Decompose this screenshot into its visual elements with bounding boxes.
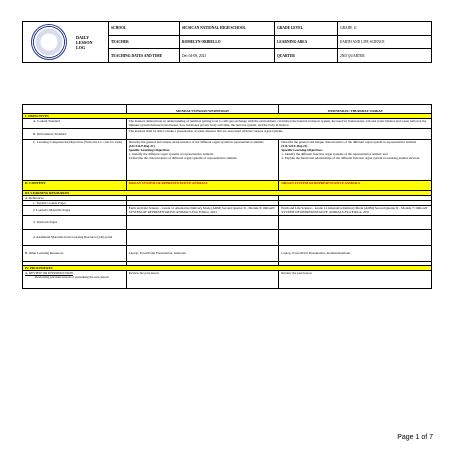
performance-standard-label: B. Performance Standard bbox=[23, 128, 127, 139]
review-label: A. REVIEW OR INTRODUCTION bbox=[25, 270, 73, 275]
comp1-obj-label: Specific Learning Objectives: bbox=[128, 148, 171, 153]
content-standard-label: A. Content Standard bbox=[23, 119, 127, 128]
additional-materials-label: 4. Additional Materials from Learning Resource (LR) portal bbox=[23, 229, 127, 245]
review-col2: Review the past lesson bbox=[279, 270, 432, 288]
col-header-1: MONDAY/TUESDAY/WEDNESDAY bbox=[126, 105, 279, 114]
tg-label: 1. Teacher's Guide Pages bbox=[23, 201, 127, 206]
col-header-2: WEDNESDAY/ THURSDAY/ FRIDAY bbox=[279, 105, 432, 114]
review-label-cell bbox=[23, 270, 127, 288]
competencies-col1 bbox=[126, 139, 279, 180]
quarter-value: 2ND QUARTER bbox=[338, 49, 432, 63]
lm-label: 2. Learner's Materials Pages bbox=[23, 206, 127, 215]
corner-cell bbox=[23, 105, 127, 114]
deped-seal-cell bbox=[23, 22, 75, 63]
title-line-2: LESSON bbox=[76, 39, 93, 45]
grade-value: GRADE 11 bbox=[338, 22, 432, 36]
content-col2: ORGAN SYSTEM OF REPRESENTATIVE ANIMALS bbox=[279, 180, 432, 190]
review-sub: Reviewing previous lesson or presenting the new lesson bbox=[35, 275, 109, 280]
area-value: EARTH AND LIFE SCIENCE bbox=[338, 35, 432, 49]
quarter-label: QUARTER bbox=[275, 49, 338, 63]
content-heading: II. CONTENT bbox=[23, 180, 127, 190]
school-label: SCHOOL bbox=[109, 22, 180, 36]
competencies-col2 bbox=[279, 139, 432, 180]
comp1-text: Describe the general and unique characteristics of the different organ system in representative animals bbox=[128, 139, 264, 144]
comp1-obj1: 1. Identify the different organ systems of representative animals. bbox=[128, 152, 214, 157]
lm-col2: Earth and Life Science – Grade 11 Alternative Delivery Mode (ADM) Second Quarter II - Module 7: ORGAN SYSTEM OF REPRESENTATIVE ANIMALS-First Edition, 2021 bbox=[279, 206, 432, 215]
header-table bbox=[22, 21, 432, 63]
deped-seal-icon bbox=[31, 24, 67, 60]
teacher-label: TEACHER bbox=[109, 35, 180, 49]
other-col1: Laptop, PowerPoint Presentation, handouts bbox=[126, 245, 279, 261]
area-label: LEARNING AREA bbox=[275, 35, 338, 49]
content-col1: ORGAN SYSTEM OF REPRESENTATIVE ANIMALS bbox=[126, 180, 279, 190]
other-col2: Laptop, PowerPoint Presentation, modules/handouts bbox=[279, 245, 432, 261]
title-line-3: LOG bbox=[76, 44, 86, 50]
comp2-obj-label: Specific Learning Objectives: bbox=[281, 148, 323, 153]
review-col1: Review the past lesson bbox=[126, 270, 279, 288]
lesson-grid bbox=[22, 104, 432, 289]
title-line-1: DAILY bbox=[76, 34, 90, 40]
teacher-value: ROMELYN ORIBELLO bbox=[180, 35, 275, 49]
lm-col1: Earth and Life Science – Grade 11 Alternative Delivery Mode (ADM) Second Quarter II - Module 6: ORGAN SYSTEM OF REPRESENTATIVE ANIMALS-First Edition, 2021 bbox=[126, 206, 279, 215]
comp1-obj2: 2.Describe the characteristics of different organ systems of representative animals. bbox=[128, 156, 238, 161]
dll-title bbox=[74, 22, 109, 63]
dates-value: Dec 04-08, 2023 bbox=[180, 49, 275, 63]
resources-heading: III. LEARNING RESOURCES bbox=[23, 190, 432, 195]
textbook-label: 3. Textbook Pages bbox=[23, 215, 127, 229]
performance-standard-text: The learners shall be able to make a presentation of some diseases that are associated with the various organ systems bbox=[126, 128, 431, 139]
comp2-text: Describe the general and unique characteristics of the different organ system in representative animals bbox=[281, 139, 417, 144]
other-resources-label: B. Other Learning Resources bbox=[23, 245, 127, 261]
objectives-heading: I. OBJECTIVES bbox=[23, 114, 432, 119]
dates-label: TEACHING DATES AND TIME bbox=[109, 49, 180, 63]
comp2-obj2: 2. Explain the functional relationships of the different function organ system in ensuring animal survival. bbox=[281, 156, 420, 161]
comp1-code: (S11/12LT-IIaj-21) bbox=[128, 143, 155, 148]
comp2-obj1: 1. Identify the different function organ systems of the representative animal; and bbox=[281, 152, 388, 157]
references-label: A. References bbox=[23, 195, 127, 200]
page-number: Page 1 of 7 bbox=[397, 434, 433, 441]
competencies-label: C. Learning Competencies/Objectives (Write the LC code for each) bbox=[23, 139, 127, 180]
procedures-heading: IV. PROCEDURES bbox=[23, 265, 432, 270]
content-standard-text: The learners demonstrate an understanding of nutrition getting food to cells gas exchange with the environment, circulation the internal transport system, the need for homeostasis, salt and water balance and waste removal, the immune system defense from disease, how hormones govern body activities, the nervous system, and the body in motion bbox=[126, 119, 431, 128]
school-value: SICSICAN NATIONAL HIGH SCHOOL bbox=[180, 22, 275, 36]
grade-label: GRADE LEVEL bbox=[275, 22, 338, 36]
comp2-code: (S11/12LT-IIaj-21) bbox=[281, 143, 308, 148]
